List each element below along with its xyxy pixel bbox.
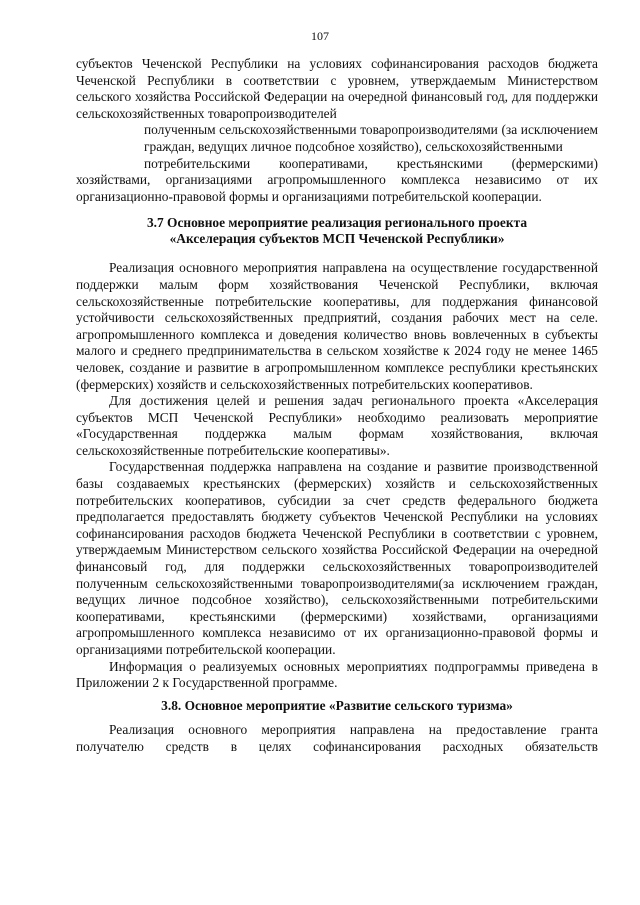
intro-paragraph: полученным сельскохозяйственными товаропроизводителями (за исключением bbox=[144, 122, 598, 138]
section-heading-3-7 bbox=[76, 215, 598, 246]
section-heading-line: «Акселерация субъектов МСП Чеченской Республики» bbox=[169, 230, 505, 246]
document-body bbox=[76, 56, 598, 755]
section-paragraph: Реализация основного мероприятия направлена на предоставление гранта получателю средств в целях софинансирования расходных обязательств bbox=[76, 722, 598, 754]
section-paragraph: Реализация основного мероприятия направлена на осуществление государственной поддержки малым форм хозяйствования Чеченской Республики, включая сельскохозяйственные потребительские кооперативы, для поддержания финансовой устойчивости сельскохозяйственных предприятий, создания рабочих мест на селе. агропромышленного комплекса и доведения количество вновь вовлеченных в субъекты малого и среднего предпринимательства в сельском хозяйстве к 2024 году не менее 1465 человек, создание и развитие в агропромышленном комплексе республики крестьянских (фермерских) хозяйств и сельскохозяйственных потребительских кооперативов. bbox=[76, 260, 598, 392]
section-paragraph: Для достижения целей и решения задач регионального проекта «Акселерация субъектов МСП Чеченской Республики» необходимо реализовать мероприятие «Государственная поддержка малым формам хозяйствования, включая сельскохозяйственные потребительские кооперативы». bbox=[76, 393, 598, 458]
intro-paragraph: субъектов Чеченской Республики на условиях софинансирования расходов бюджета Чеченской Республики в соответствии с уровнем, утверждаемым Министерством сельского хозяйства Российской Федерации на очередной финансовый год, для поддержки сельскохозяйственных товаропроизводителей bbox=[76, 56, 598, 121]
section-heading-3-8: 3.8. Основное мероприятие «Развитие сельского туризма» bbox=[161, 697, 513, 713]
intro-paragraph: граждан, ведущих личное подсобное хозяйство), сельскохозяйственными bbox=[144, 138, 563, 154]
section-paragraph: Государственная поддержка направлена на создание и развитие производственной базы создаваемых крестьянских (фермерских) хозяйств и сельскохозяйственных потребительских кооперативов, субсидии за счет средств федерального бюджета предполагается предоставлять бюджету субъектов Чеченской Республики на условиях софинансирования расходов бюджета Чеченской Республики в соответствии с уровнем, утверждаемым Министерством сельского хозяйства Российской Федерации на очередной финансовый год, для поддержки сельскохозяйственных товаропроизводителей полученным сельскохозяйственными товаропроизводителями(за исключением граждан, ведущих личное подсобное хозяйство), сельскохозяйственными потребительскими кооперативами, крестьянскими (фермерскими) хозяйствами, организациями агропромышленного комплекса независимо от их организационно-правовой формы и организациями потребительской кооперации. bbox=[76, 459, 598, 657]
page-number: 107 bbox=[311, 29, 329, 43]
section-heading-line: 3.7 Основное мероприятие реализация регионального проекта bbox=[146, 215, 528, 231]
section-paragraph: Информация о реализуемых основных мероприятиях подпрограммы приведена в Приложении 2 к Государственной программе. bbox=[76, 658, 598, 691]
intro-paragraph: потребительскими кооперативами, крестьянскими (фермерскими) хозяйствами, организациями агропромышленного комплекса независимо от их организационно-правовой формы и организациями потребительской кооперации. bbox=[76, 155, 598, 204]
